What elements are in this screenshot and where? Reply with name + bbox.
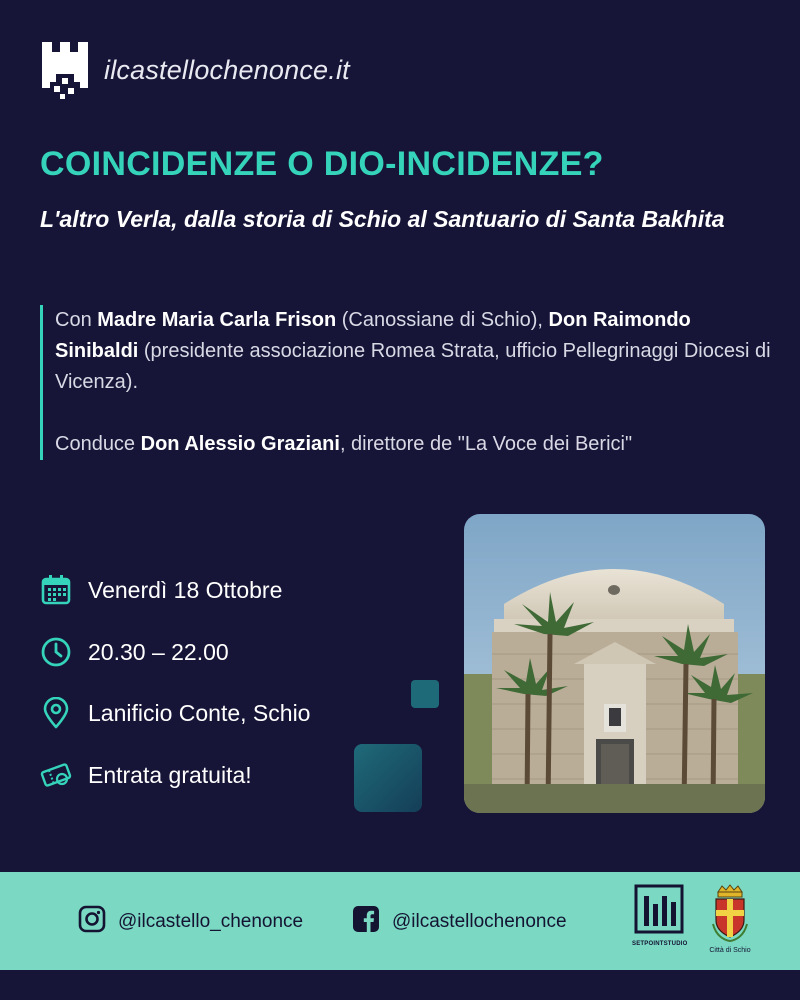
decorative-square: [354, 744, 422, 812]
sanctuary-photo: [464, 514, 765, 813]
speaker-name: Don Raimondo Sinibaldi: [55, 309, 691, 362]
setpointstudio-logo: [632, 884, 686, 947]
location-pin-icon: [40, 697, 72, 729]
facebook-icon: [352, 905, 380, 938]
site-name: ilcastellochenonce.it: [104, 54, 350, 85]
facebook-handle: @ilcastellochenonce: [392, 910, 567, 932]
date-row: [40, 574, 282, 606]
clock-icon: [40, 636, 72, 668]
event-subtitle: L'altro Verla, dalla storia di Schio al Santuario di Santa Bakhita: [40, 206, 725, 232]
event-location: Lanificio Conte, Schio: [88, 699, 311, 726]
event-date: Venerdì 18 Ottobre: [88, 576, 283, 603]
speaker-name: Madre Maria Carla Frison: [97, 309, 337, 331]
ticket-icon: [40, 759, 72, 791]
site-header: [40, 40, 350, 100]
instagram-icon: [78, 905, 106, 938]
calendar-icon: [40, 574, 72, 606]
speakers-paragraph: Con Madre Maria Carla Frison (Canossiane di Schio), Don Raimondo Sinibaldi (presidente associazione Romea Strata, ufficio Pellegrinaggi Diocesi di Vicenza).: [55, 309, 771, 393]
castle-tower-icon: [40, 40, 90, 100]
host-paragraph: Conduce Don Alessio Graziani, direttore de "La Voce dei Berici": [55, 433, 633, 455]
event-entry: Entrata gratuita!: [88, 761, 252, 788]
bottom-strip: [0, 970, 800, 1000]
instagram-handle: @ilcastello_chenonce: [118, 910, 304, 932]
instagram-link[interactable]: [78, 905, 303, 938]
event-time: 20.30 – 22.00: [88, 638, 229, 665]
partner-name: Città di Schio: [709, 947, 751, 954]
event-description: [40, 305, 775, 460]
facebook-link[interactable]: [352, 905, 567, 938]
host-name: Don Alessio Graziani: [140, 433, 340, 455]
time-row: [40, 636, 229, 668]
partner-name: SETPOINTSTUDIO: [632, 941, 688, 947]
entry-row: [40, 759, 252, 791]
location-row: [40, 697, 310, 729]
citta-di-schio-crest: [704, 884, 756, 954]
decorative-square: [411, 680, 439, 708]
event-title: COINCIDENZE O DIO-INCIDENZE?: [40, 145, 604, 183]
